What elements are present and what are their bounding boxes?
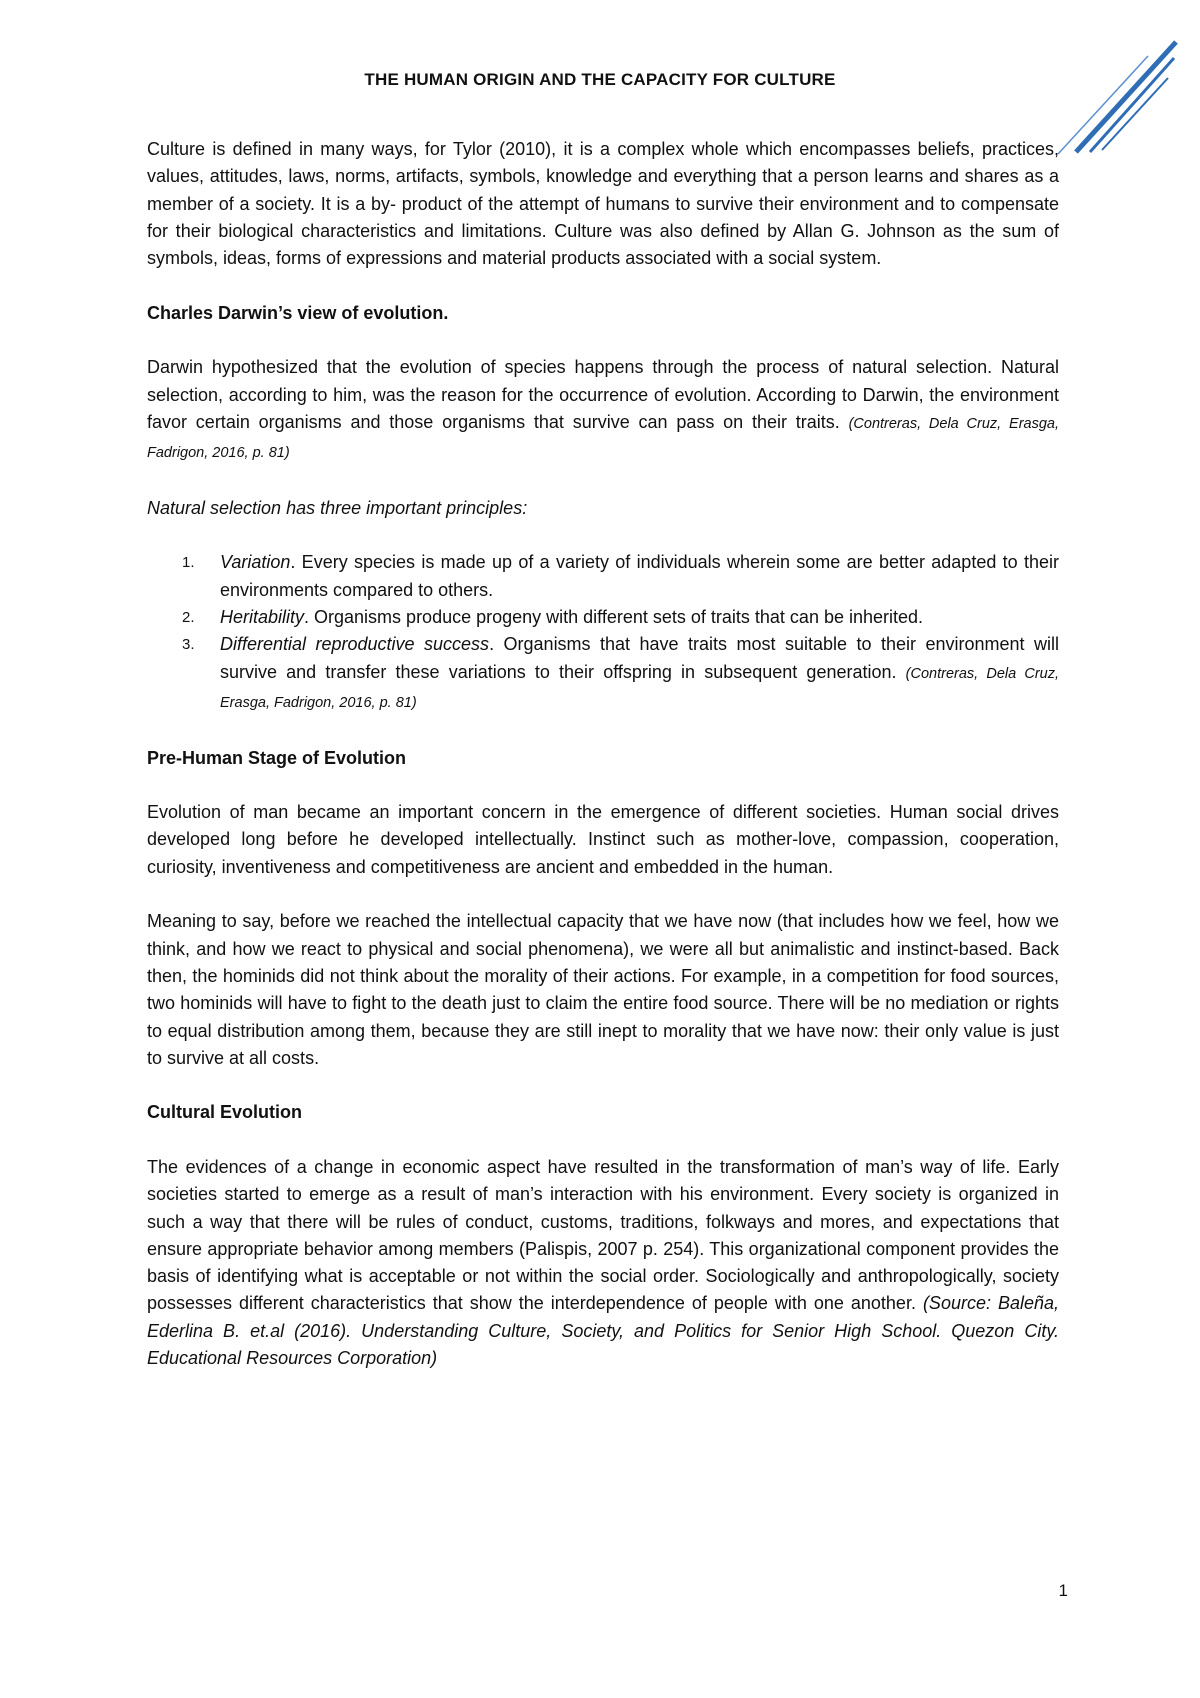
principle-term: Heritability — [220, 607, 305, 628]
list-number: 1. — [182, 554, 195, 572]
meaning-paragraph: Meaning to say, before we reached the intellectual capacity that we have now (that includes how we feel, how we think, and how we react to physical and social phenomena), we were all but animalistic and instinct-based. Back then, the hominids did not think about the morality of their actions. For example, in a competition for food sources, two hominids will have to fight to the death just to claim the entire food source. There will be no mediation or rights to equal distribution among them, because they are still inept to morality that we have now: their only value is just to survive at all costs. — [147, 911, 1059, 1068]
principle-citation: (Contreras, Dela Cruz, Erasga, Fadrigon, 2016, p. 81) — [220, 665, 1059, 711]
principle-term: Variation — [220, 552, 291, 573]
darwin-heading: Charles Darwin’s view of evolution. — [147, 302, 449, 323]
source-citation: (Source: Baleña, Ederlina B. et.al (2016). Understanding Culture, Society, and Politics for Senior High School. Quezon City. Educational Resources Corporation) — [147, 1293, 1059, 1369]
principle-text: . Every species is made up of a variety of individuals wherein some are better adapted to their environments compared to others. — [220, 552, 1059, 600]
principles-list — [147, 549, 1059, 717]
darwin-paragraph — [147, 354, 1059, 467]
cultural-evolution-text: The evidences of a change in economic aspect have resulted in the transformation of man’s way of life. Early societies started to emerge as a result of man’s interaction with his environment. Every society is organized in such a way that there will be rules of conduct, customs, traditions, folkways and mores, and expectations that ensure appropriate behavior among members (Palispis, 2007 p. 254). This organizational component provides the basis of identifying what is acceptable or not within the social order. Sociologically and anthropologically, society possesses different characteristics that show the interdependence of people with one another. — [147, 1156, 1059, 1314]
list-item — [147, 549, 1059, 604]
principle-text: . Organisms that have traits most suitable to their environment will survive and transfer these variations to their offspring in subsequent generation. — [220, 634, 1059, 682]
darwin-text: Darwin hypothesized that the evolution of species happens through the process of natural selection. Natural selection, according to him, was the reason for the occurrence of evolution. According to Darwin, the environment favor certain organisms and those organisms that survive can pass on their traits. — [147, 357, 1059, 432]
principle-text: . Organisms produce progeny with different sets of traits that can be inherited. — [304, 607, 924, 628]
document-body — [147, 136, 1059, 1400]
principles-intro: Natural selection has three important principles: — [147, 497, 528, 518]
list-number: 3. — [182, 636, 195, 654]
darwin-citation: (Contreras, Dela Cruz, Erasga, Fadrigon, 2016, p. 81) — [147, 415, 1059, 462]
pre-human-paragraph: Evolution of man became an important concern in the emergence of different societies. Human social drives developed long before he developed intellectually. Instinct such as mother-love, compassion, cooperation, curiosity, inventiveness and competitiveness are ancient and embedded in the human. — [147, 802, 1059, 877]
principle-term: Differential reproductive success — [220, 634, 490, 655]
culture-definition-paragraph: Culture is defined in many ways, for Tylor (2010), it is a complex whole which encompasses beliefs, practices, values, attitudes, laws, norms, artifacts, symbols, knowledge and everything that a person learns and shares as a member of a society. It is a by- product of the attempt of humans to survive their environment and to compensate for their biological characteristics and limitations. Culture was also defined by Allan G. Johnson as the sum of symbols, ideas, forms of expressions and material products associated with a social system. — [147, 139, 1059, 269]
list-number: 2. — [182, 609, 195, 627]
list-item — [147, 604, 1059, 631]
document-title: THE HUMAN ORIGIN AND THE CAPACITY FOR CULTURE — [364, 70, 836, 89]
pre-human-heading: Pre-Human Stage of Evolution — [147, 747, 407, 768]
cultural-evolution-paragraph — [147, 1154, 1059, 1372]
cultural-evolution-heading: Cultural Evolution — [147, 1102, 302, 1123]
list-item — [147, 631, 1059, 717]
page-number: 1 — [1058, 1581, 1068, 1600]
